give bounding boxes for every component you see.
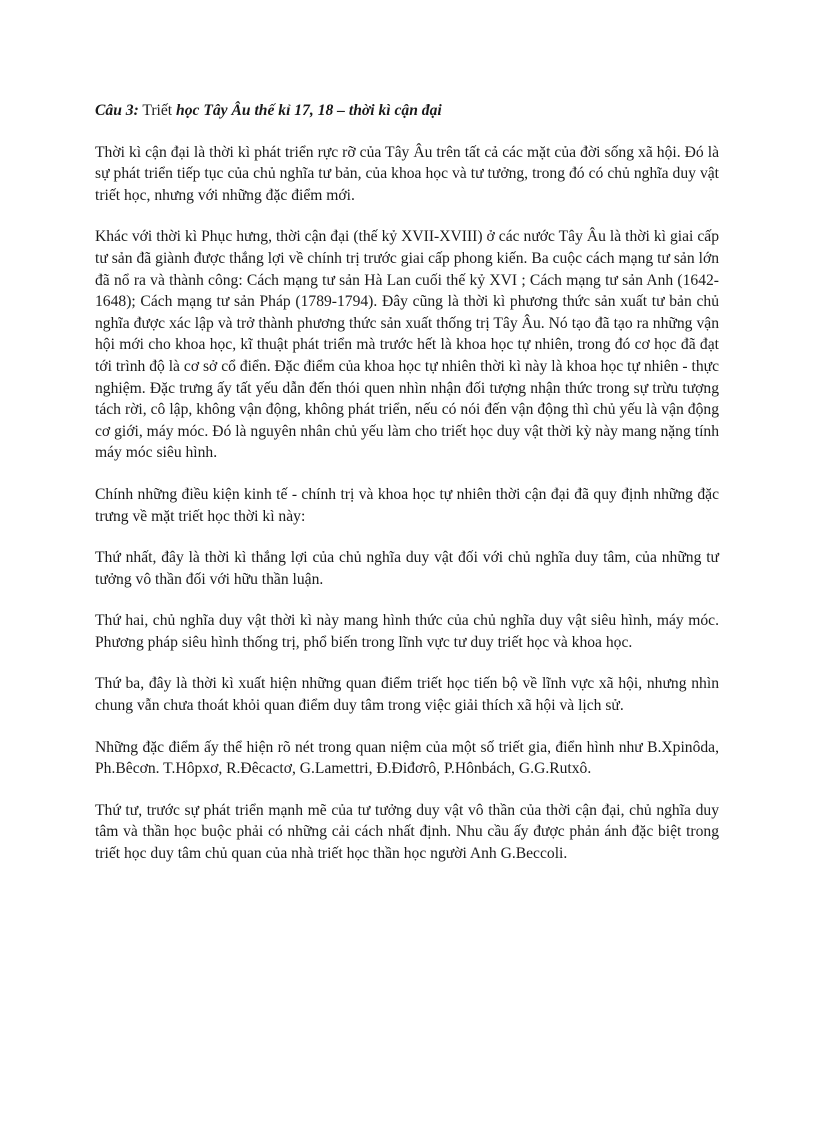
- paragraph-intro: Thời kì cận đại là thời kì phát triển rực rỡ của Tây Âu trên tất cả các mặt của đời sống xã hội. Đó là sự phát triển tiếp tục của chủ nghĩa tư bản, của khoa học và tư tưởng, trong đó có chủ nghĩa duy vật triết học, nhưng với những đặc điểm mới.: [95, 143, 719, 204]
- paragraph-context: Khác với thời kì Phục hưng, thời cận đại (thế kỷ XVII-XVIII) ở các nước Tây Âu là thời kì giai cấp tư sản đã giành được thắng lợi về chính trị trước giai cấp phong kiến. Ba cuộc cách mạng tư sản lớn đã nổ ra và thành công: Cách mạng tư sản Hà Lan cuối thế kỷ XVI ; Cách mạng tư sản Anh (1642-1648); Cách mạng tư sản Pháp (1789-1794). Đây cũng là thời kì phương thức sản xuất tư bản chủ nghĩa được xác lập và trở thành phương thức sản xuất thống trị Tây Âu. Nó tạo đã tạo ra những vận hội mới cho khoa học, kĩ thuật phát triển mà trước hết là khoa học tự nhiên, trong đó cơ học đã đạt tới trình độ là cơ sở cổ điển. Đặc điểm của khoa học tự nhiên thời kì này là khoa học tự nhiên - thực nghiệm. Đặc trưng ấy tất yếu dẫn đến thói quen nhìn nhận đối tượng nhận thức trong sự trừu tượng tách rời, cô lập, không vận động, không phát triển, nếu có nói đến vận động thì chủ yếu là vận động cơ giới, máy móc. Đó là nguyên nhân chủ yếu làm cho triết học duy vật thời kỳ này mang nặng tính máy móc siêu hình.: [95, 228, 719, 462]
- paragraph-conditions: Chính những điều kiện kinh tế - chính trị và khoa học tự nhiên thời cận đại đã quy định những đặc trưng về mặt triết học thời kì này:: [95, 485, 719, 525]
- question-label: Câu 3:: [95, 102, 139, 119]
- paragraph-philosophers: Những đặc điểm ấy thể hiện rõ nét trong quan niệm của một số triết gia, điển hình như B.Xpinôda, Ph.Bêcơn. T.Hôpxơ, R.Đêcactơ, G.Lamettri, Đ.Điđơrô, P.Hônbách, G.G.Rutxô.: [95, 738, 719, 778]
- paragraph-first: Thứ nhất, đây là thời kì thắng lợi của chủ nghĩa duy vật đối với chủ nghĩa duy tâm, của những tư tưởng vô thần đối với hữu thần luận.: [95, 549, 719, 588]
- heading-title: học Tây Âu thế kỉ 17, 18 – thời kì cận đại: [176, 102, 442, 119]
- question-heading: [95, 100, 719, 122]
- paragraph-fourth: Thứ tư, trước sự phát triển mạnh mẽ của tư tưởng duy vật vô thần của thời cận đại, chủ nghĩa duy tâm và thần học buộc phải có những cải cách nhất định. Nhu cầu ấy được phản ánh đặc biệt trong triết học duy tâm chủ quan của nhà triết học thần học người Anh G.Beccoli.: [95, 801, 719, 863]
- heading-title-start: Triết: [138, 102, 177, 119]
- document-page: [95, 100, 719, 885]
- paragraph-third: Thứ ba, đây là thời kì xuất hiện những quan điểm triết học tiến bộ về lĩnh vực xã hội, nhưng nhìn chung vẫn chưa thoát khỏi quan điểm duy tâm trong việc giải thích xã hội và lịch sử.: [95, 675, 719, 715]
- paragraph-second: Thứ hai, chủ nghĩa duy vật thời kì này mang hình thức của chủ nghĩa duy vật siêu hình, máy móc. Phương pháp siêu hình thống trị, phổ biến trong lĩnh vực tư duy triết học và khoa học.: [95, 612, 719, 651]
